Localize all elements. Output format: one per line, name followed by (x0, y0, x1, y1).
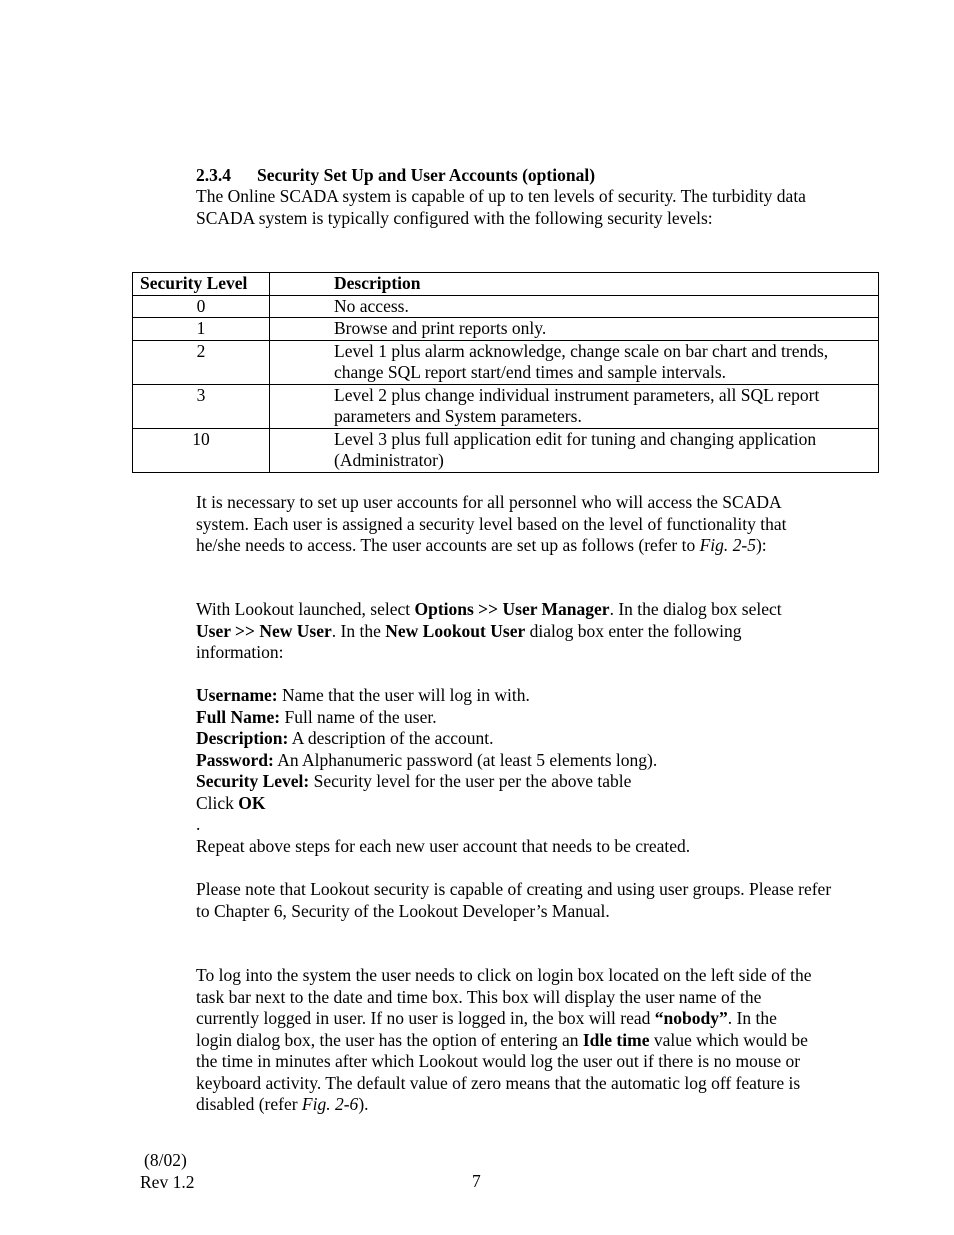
para-text: . In the login dialog box, the user has the option of entering an (196, 1008, 777, 1050)
bold-term: Idle time (582, 1029, 650, 1050)
section-title: Security Set Up and User Accounts (optional) (257, 165, 596, 185)
level-cell: 2 (133, 340, 270, 384)
para-text: . In the (331, 620, 386, 641)
page-number: 7 (472, 1171, 481, 1191)
para-text: . In the dialog box select (609, 599, 782, 619)
repeat-line: Repeat above steps for each new user account that needs to be created. (196, 835, 691, 856)
field-label: Full Name: (196, 706, 281, 727)
description-line: No access. (334, 295, 409, 316)
user-field-list (196, 685, 836, 857)
lookout-instructions-paragraph (196, 599, 816, 664)
description-line: change SQL report start/end times and sample intervals. (334, 362, 727, 382)
description-cell (270, 295, 879, 318)
field-label: Username: (196, 685, 278, 705)
accounts-paragraph (196, 492, 816, 557)
field-line (196, 685, 836, 707)
header-description: Description (270, 273, 879, 296)
description-cell (270, 318, 879, 341)
para-text: dialog box enter the following information: (196, 620, 742, 662)
footer-revision: Rev 1.2 (140, 1171, 195, 1192)
user-groups-paragraph: Please note that Lookout security is capable of creating and using user groups. Please refer to Chapter 6, Security of the Lookout Developer’s Manual. (196, 879, 832, 921)
click-text: Click (196, 792, 239, 813)
field-text: Security level for the user per the above table (309, 771, 632, 791)
footer-date: (8/02) (144, 1150, 187, 1170)
table-row (133, 318, 879, 341)
page-footer (140, 1150, 194, 1193)
figure-reference: Fig. 2-5 (699, 535, 756, 555)
para-text: To log into the system the user needs to click on login box located on the left side of the task bar next to the date and time box. This box will display the user name of the currently logged in user. If no user is logged in, the box will read (196, 965, 812, 1028)
para-text: It is necessary to set up user accounts for all personnel who will access the SCADA system. Each user is assigned a security level based on the level of functionality that he/she needs to access. The user accounts are set up as follows (refer to (196, 492, 787, 555)
level-cell: 1 (133, 318, 270, 341)
field-label: Security Level: (196, 771, 310, 791)
para-text: ). (358, 1094, 369, 1114)
field-line (196, 707, 836, 729)
table-row (133, 295, 879, 318)
field-text: An Alphanumeric password (at least 5 elements long). (273, 749, 658, 770)
ok-label: OK (238, 792, 266, 813)
description-line: Level 2 plus change individual instrument parameters, all SQL report (334, 384, 820, 405)
section-heading (196, 165, 836, 187)
para-text: With Lookout launched, select (196, 599, 415, 619)
security-level-table (132, 272, 879, 473)
figure-reference: Fig. 2-6 (301, 1094, 359, 1114)
field-text: A description of the account. (288, 728, 494, 748)
bold-term: “nobody” (654, 1008, 728, 1028)
level-cell: 10 (133, 428, 270, 472)
login-paragraph (196, 965, 816, 1116)
field-text: Full name of the user. (280, 706, 437, 727)
description-cell (270, 384, 879, 428)
description-cell (270, 340, 879, 384)
section-number: 2.3.4 (196, 165, 231, 185)
field-label: Password: (196, 749, 274, 770)
table-row (133, 340, 879, 384)
field-line (196, 750, 836, 772)
field-line (196, 771, 836, 793)
field-label: Description: (196, 728, 289, 748)
description-line: Browse and print reports only. (334, 318, 547, 338)
description-line: parameters and System parameters. (334, 406, 582, 426)
level-cell: 3 (133, 384, 270, 428)
description-line: Level 1 plus alarm acknowledge, change scale on bar chart and trends, (334, 340, 829, 361)
menu-path: User >> New User (196, 620, 332, 641)
table-row (133, 428, 879, 472)
dialog-name: New Lookout User (385, 620, 526, 641)
field-line (196, 728, 836, 750)
table-header-row (133, 273, 879, 296)
para-text: ): (755, 535, 767, 555)
header-security-level: Security Level (133, 273, 270, 296)
table-row (133, 384, 879, 428)
intro-paragraph: The Online SCADA system is capable of up to ten levels of security. The turbidity data SCADA system is typically configured with the following security levels: (196, 186, 806, 228)
description-cell (270, 428, 879, 472)
click-ok-line (196, 793, 836, 815)
menu-path: Options >> User Manager (414, 599, 610, 619)
description-line: Level 3 plus full application edit for tuning and changing application (334, 428, 817, 449)
field-text: Name that the user will log in with. (277, 685, 530, 705)
description-line: (Administrator) (334, 450, 444, 470)
para-text: value which would be the time in minutes after which Lookout would log the user out if there is no mouse or keyboard activity. The default value of zero means that the automatic log off feature is disabled (refer (196, 1029, 808, 1114)
level-cell: 0 (133, 295, 270, 318)
dot-line: . (196, 814, 201, 834)
